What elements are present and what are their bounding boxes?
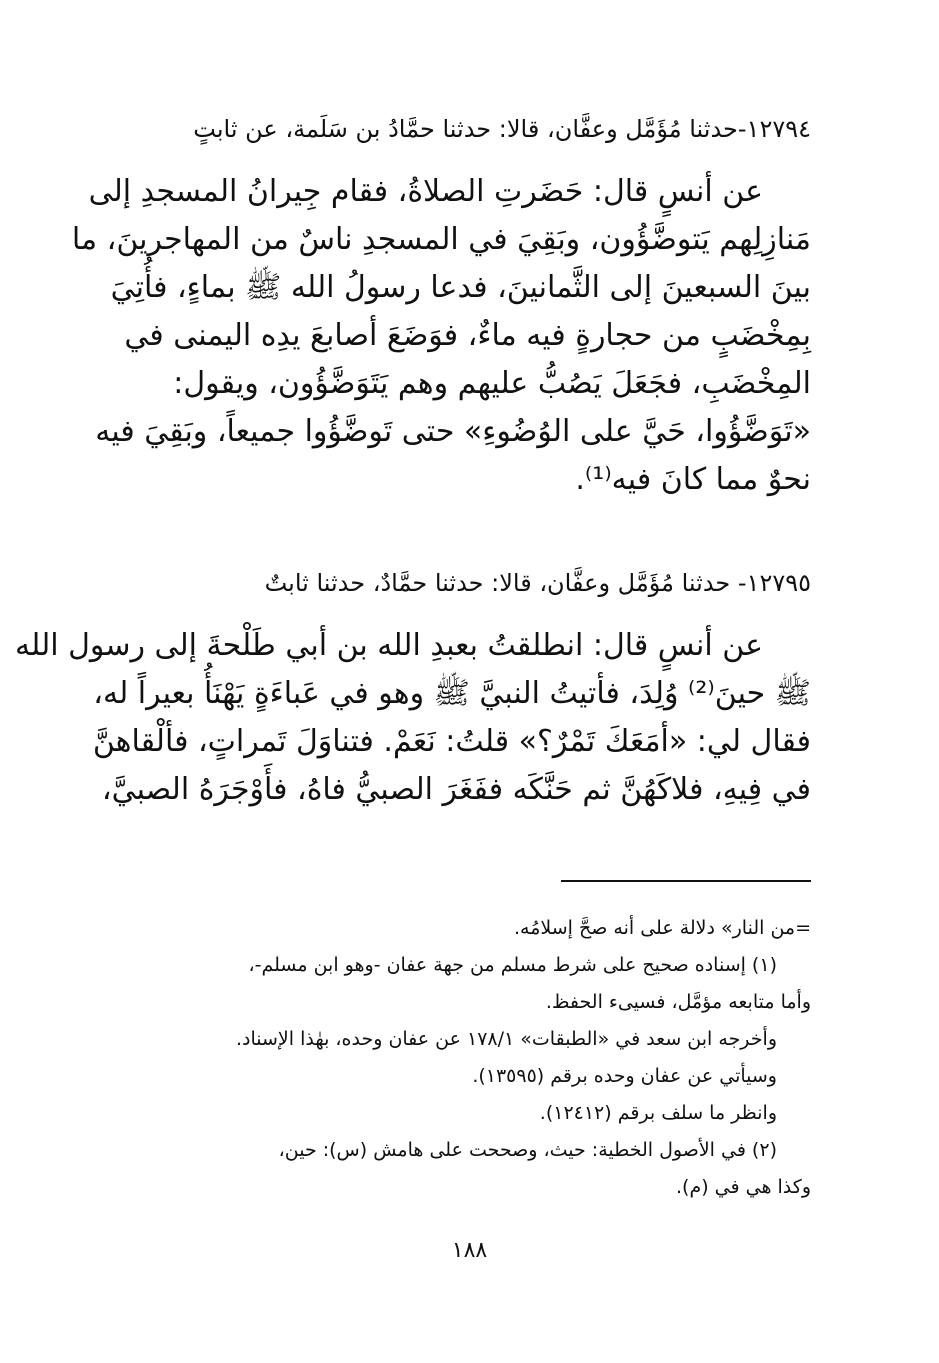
footnote-divider [561, 880, 811, 882]
footnote-1-line: وانظر ما سلف برقم (١٢٤١٢). [539, 1102, 777, 1124]
hadith-12795-header: ١٢٧٩٥- حدثنا مُؤَمَّل وعفَّان، قالا: حدثنا حمَّادٌ، حدثنا ثابتٌ [264, 569, 811, 597]
footnote-continuation: =من النار» دلالة على أنه صحَّ إسلامُه. [513, 917, 811, 939]
hadith-12794-header: ١٢٧٩٤-حدثنا مُؤَمَّل وعفَّان، قالا: حدثنا حمَّادُ بن سَلَمة، عن ثابتٍ [193, 115, 811, 143]
text-line: فقال لي: «أمَعَكَ تَمْرٌ؟» قلتُ: نَعَمْ. فتناوَلَ تَمراتٍ، فألْقاهنَّ [92, 724, 811, 759]
text-line: مَنازِلِهم يَتوضَّؤُون، وبَقِيَ في المسجدِ ناسٌ من المهاجرينَ، ما [71, 222, 811, 257]
footnote-1-line: وأخرجه ابن سعد في «الطبقات» ١٧٨/١ عن عفان وحده، بهٰذا الإسناد. [235, 1028, 777, 1050]
hadith-12794-text [71, 168, 811, 504]
text-line: في فِيهِ، فلاكَهُنَّ ثم حَنَّكَه ففَغَرَ الصبيُّ فاهُ، فأَوْجَرَهُ الصبيَّ، [101, 772, 811, 807]
footnote-1-line: (١) إسناده صحيح على شرط مسلم من جهة عفان -وهو ابن مسلم-، [248, 954, 777, 976]
footnote-1-line: وسيأتي عن عفان وحده برقم (١٣٥٩٥). [472, 1065, 777, 1087]
text-line: عن أنسٍ قال: حَضَرتِ الصلاةُ، فقام جِيرانُ المسجدِ إلى [88, 174, 763, 209]
page-number: ١٨٨ [451, 1238, 488, 1263]
text-line: ﷺ حينَ⁽²⁾ وُلِدَ، فأتيتُ النبيَّ ﷺ وهو في عَباءَةٍ يَهْنَأُ بعيراً له، [93, 676, 811, 711]
hadith-12795-text [15, 622, 811, 814]
footnote-2-line: وكذا هي في (م). [676, 1176, 811, 1198]
text-line: نحوٌ مما كانَ فيه⁽¹⁾. [575, 462, 811, 497]
footnotes [99, 910, 811, 1206]
text-line: «تَوَضَّؤُوا، حَيَّ على الوُضُوءِ» حتى تَوضَّؤُوا جميعاً، وبَقِيَ فيه [95, 414, 811, 449]
text-line: بينَ السبعينَ إلى الثَّمانينَ، فدعا رسولُ الله ﷺ بماءٍ، فأُتِيَ [110, 270, 811, 305]
footnote-1-line: وأما متابعه مؤمَّل، فسيىء الحفظ. [545, 991, 811, 1013]
text-line: عن أنسٍ قال: انطلقتُ بعبدِ الله بن أبي طَلْحةَ إلى رسول الله [15, 628, 763, 663]
text-line: المِخْضَبِ، فجَعَلَ يَصُبُّ عليهم وهم يَتَوَضَّؤُون، ويقول: [173, 366, 811, 401]
footnote-2-line: (٢) في الأصول الخطية: حيث، وصححت على هامش (س): حين، [278, 1139, 777, 1161]
text-line: بِمِخْضَبٍ من حجارةٍ فيه ماءٌ، فوَضَعَ أصابعَ يدِه اليمنى في [124, 318, 811, 353]
